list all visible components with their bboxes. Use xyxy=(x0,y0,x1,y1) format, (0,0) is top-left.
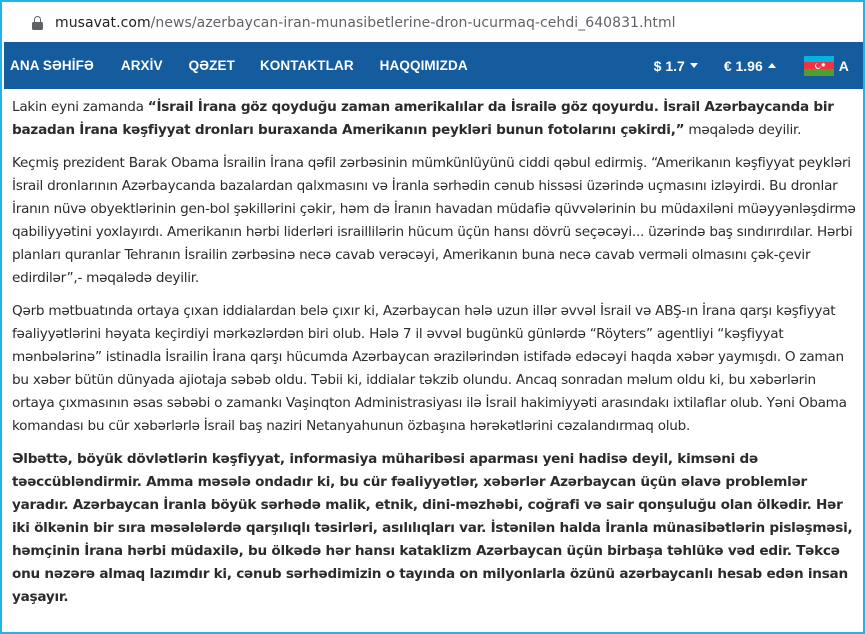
article-paragraph-4 xyxy=(12,448,857,609)
article-paragraph-2: Keçmiş prezident Barak Obama İsrailin İrana qəfil zərbəsinin mümkünlüyünü ciddi qəbul edirmiş. “Amerikanın kəşfiyyat peykləri İsrail dronlarının Azərbaycanda bazalardan qalxmasını və İranla sərhədin cənub hissəsi üzərində uçmasını izləyirdi. Bu dronlar İranın nüvə obyektlərinin gen-bol şəkillərini çəkir, həm də İranın havadan müdafiə qüvvələrinin bu müdaxiləni müəyyənləşdirmə qabiliyyətini yoxlayırdı. Amerikanın hərbi liderləri israillilərin hücum üçün hansı dövrü seçəcəyi... üzərində baş sındırırdılar. Hərbi planları quranlar Tehranın İsrailin zərbəsinə necə cavab verəcəyi, Amerikanın buna necə cavab verməli olmasını çək-çevir edirdilər”,- məqalədə deyilir. xyxy=(12,155,856,286)
usd-rate-value: $ 1.7 xyxy=(653,57,685,74)
main-navbar xyxy=(4,42,865,89)
url-host: musavat.com xyxy=(55,15,151,31)
nav-about[interactable]: HAQQIMIZDA xyxy=(379,58,468,73)
p1-prefix: Lakin eyni zamanda xyxy=(12,99,148,115)
nav-contacts[interactable]: KONTAKTLAR xyxy=(259,58,354,73)
eur-rate[interactable] xyxy=(724,58,776,74)
caret-up-icon xyxy=(768,63,776,68)
p1-quote: “İsrail İrana göz qoyduğu zaman amerikalılar da İsrailə göz qoyurdu. İsrail Azərbaycanda bir bazadan İrana kəşfiyyat dronları buraxanda Amerikanın peykləri bunun fotolarını çəkirdi,” xyxy=(12,99,834,138)
article-paragraph-3: Qərb mətbuatında ortaya çıxan iddialardan belə çıxır ki, Azərbaycan hələ uzun illər əvvəl İsrail və ABŞ-ın İrana qarşı kəşfiyyat fəaliyyətlərini həyata keçirdiyi mərkəzlərdən biri olub. Hələ 7 il əvvəl bugünkü günlərdə “Röyters” agentliyi “kəşfiyyat mənbələrinə” istinadla İsrailin İrana qarşı hücumda Azərbaycan ərazilərindən istifadə edəcəyi haqda xəbər yaymışdı. O zaman bu xəbər bütün dünyada ajiotaja səbəb oldu. Təbii ki, iddialar təkzib olundu. Ancaq sonradan məlum oldu ki, bu xəbərlərin ortaya çıxmasının əsas səbəbi o zamankı Vaşinqton Administrasiyası ilə İsrail hakimiyyəti arasındakı ixtilaflar olub. Yəni Obama komandası bu cür xəbərlərlə İsrail baş naziri Netanyahunun özbaşına hərəkətlərini cəzalandırmaq olub. xyxy=(12,303,847,434)
url-text[interactable] xyxy=(55,15,676,31)
url-path: /news/azerbaycan-iran-munasibetlerine-dron-ucurmaq-cehdi_640831.html xyxy=(150,15,676,31)
eur-rate-value: € 1.96 xyxy=(723,57,763,74)
lock-icon[interactable] xyxy=(32,16,43,30)
azerbaijan-flag-icon[interactable]: ✸ xyxy=(804,56,834,76)
address-bar[interactable] xyxy=(4,4,865,42)
p4-text: Əlbəttə, böyük dövlətlərin kəşfiyyat, informasiya müharibəsi aparması yeni hadisə deyil, kimsəni də təəccübləndirmir. Amma məsələ ondadır ki, bu cür fəaliyyətlər, xəbərlər Azərbaycan üçün əlavə problemlər yaradır. Azərbaycan İranla böyük sərhədə malik, etnik, dini-məzhəbi, coğrafi və sair qonşuluğu olan ölkədir. Hər iki ölkənin bir sıra məsələlərdə qarşılıqlı təsirləri, asılılıqları var. İstənilən halda İranla münasibətlərin pisləşməsi, həmçinin İrana hərbi müdaxilə, bu ölkədə hər hansı kataklizm Azərbaycan üçün birbaşa təhlükə vəd edir. Təkcə onu nəzərə almaq lazımdır ki, cənub sərhədimizin o tayında on milyonlarla özünü azərbaycanlı hesab edən insan yaşayır. xyxy=(12,451,853,605)
nav-archive[interactable]: ARXİV xyxy=(120,58,163,73)
usd-rate[interactable] xyxy=(654,58,698,74)
nav-home[interactable]: ANA SƏHİFƏ xyxy=(10,58,94,73)
article-paragraph-1 xyxy=(12,96,857,142)
p1-suffix: məqalədə deyilir. xyxy=(684,122,802,138)
caret-down-icon xyxy=(690,63,698,68)
article-body xyxy=(12,96,857,619)
nav-newspaper[interactable]: QƏZET xyxy=(188,58,235,73)
language-label[interactable]: A xyxy=(838,57,849,74)
